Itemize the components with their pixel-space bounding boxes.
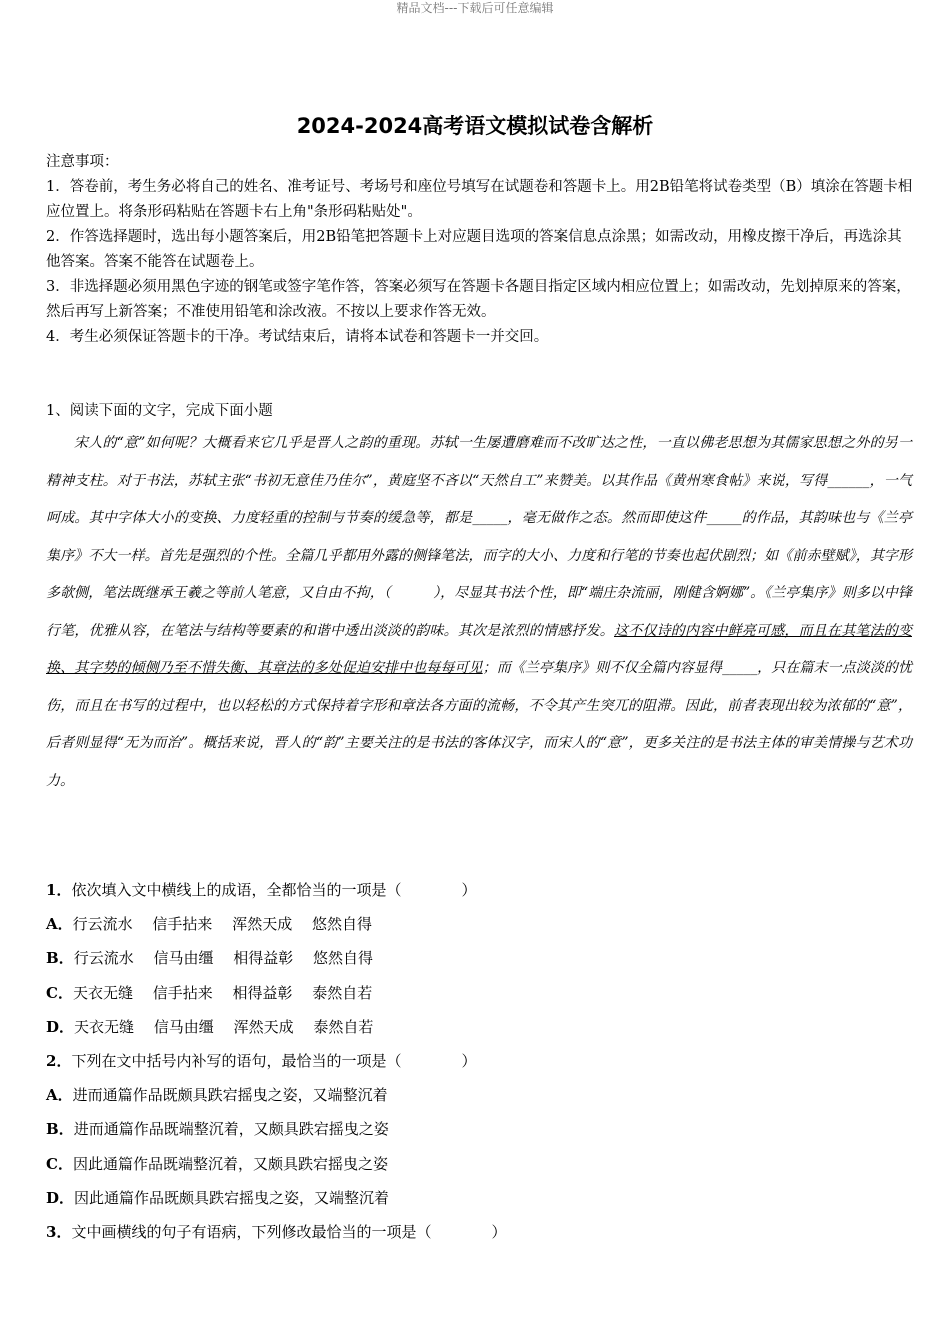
instruction-item: 2．作答选择题时，选出每小题答案后，用2B铅笔把答题卡上对应题目选项的答案信息点涂黑；如需改动，用橡皮擦干净后，再选涂其他答案。答案不能答在试题卷上。 bbox=[46, 229, 902, 270]
page-watermark: 精品文档---下载后可任意编辑 bbox=[396, 1, 554, 15]
option-row: C．天衣无缝 信手拈来 相得益彰 泰然自若 bbox=[46, 983, 373, 1002]
passage-text: ；而《兰亭集序》则不仅全篇内容显得_____，只在篇末一点淡淡的忧伤，而且在书写的过程中，也以轻松的方式保持着字形和章法各方面的流畅，不令其产生突兀的阻滞。因此，前者表现出较为浓郁的“意”，后者则显得“无为而治”。概括来说，晋人的“韵”主要关注的是书法的客体汉字，而宋人的“意”，更多关注的是书法主体的审美情操与艺术功力。 bbox=[46, 660, 912, 789]
option-row: C．因此通篇作品既端整沉着，又颇具跌宕摇曳之姿 bbox=[46, 1154, 388, 1173]
option-row: D．天衣无缝 信马由缰 浑然天成 泰然自若 bbox=[46, 1017, 374, 1036]
question-stem: 2．下列在文中括号内补写的语句，最恰当的一项是（ ） bbox=[46, 1052, 477, 1071]
question-list bbox=[46, 873, 916, 1249]
instruction-item: 3．非选择题必须用黑色字迹的钢笔或签字笔作答，答案必须写在答题卡各题目指定区域内相应位置上；如需改动，先划掉原来的答案，然后再写上新答案；不准使用铅笔和涂改液。不按以上要求作答无效。 bbox=[46, 279, 911, 320]
option-row: B．行云流水 信马由缰 相得益彰 悠然自得 bbox=[46, 949, 374, 968]
instruction-item: 1．答卷前，考生务必将自己的姓名、准考证号、考场号和座位号填写在试题卷和答题卡上。用2B铅笔将试卷类型（B）填涂在答题卡相应位置上。将条形码粘贴在答题卡右上角"条形码粘贴处"。 bbox=[46, 179, 913, 220]
option-row: A．行云流水 信手拈来 浑然天成 悠然自得 bbox=[46, 915, 372, 934]
instructions-heading: 注意事项： bbox=[46, 154, 119, 170]
passage-text: 宋人的“意”如何呢？大概看来它几乎是晋人之韵的重现。苏轼一生屡遭磨难而不改旷达之性，一直以佛老思想为其儒家思想之外的另一精神支柱。对于书法，苏轼主张“书初无意佳乃佳尔”，黄庭坚不吝以“天然自工”来赞美。以其作品《黄州寒食帖》来说，写得______，一气呵成。其中字体大小的变换、力度轻重的控制与节奏的缓急等，都是_____，毫无做作之态。然而即使这件_____的作品，其韵味也与《兰亭集序》不大一样。首先是强烈的个性。全篇几乎都用外露的侧锋笔法，而字的大小、力度和行笔的节奏也起伏剧烈；如《前赤壁赋》，其字形多欹侧，笔法既继承王羲之等前人笔意，又自由不拘，（ ），尽显其书法个性，即“端庄杂流丽，刚健含婀娜”。《兰亭集序》则多以中锋行笔，优雅从容，在笔法与结构等要素的和谐中透出淡淡的韵味。其次是浓烈的情感抒发。 bbox=[46, 435, 912, 639]
option-row: B．进而通篇作品既端整沉着，又颇具跌宕摇曳之姿 bbox=[46, 1120, 389, 1139]
instructions bbox=[46, 150, 916, 350]
underlined-sentence: 这不仅诗的内容中鲜亮可感，而且在其笔法的变换、其字势的倾侧乃至不惜失衡、其章法的多处促迫安排中也每每可见 bbox=[46, 622, 912, 676]
question-stem: 1．依次填入文中横线上的成语，全都恰当的一项是（ ） bbox=[46, 881, 477, 899]
question-stem: 3．文中画横线的句子有语病，下列修改最恰当的一项是（ ） bbox=[46, 1223, 507, 1242]
reading-passage bbox=[46, 425, 912, 800]
page-title: 2024-2024高考语文模拟试卷含解析 bbox=[296, 114, 654, 138]
passage-paragraph bbox=[46, 425, 912, 800]
option-row: D．因此通篇作品既颇具跌宕摇曳之姿，又端整沉着 bbox=[46, 1188, 390, 1207]
option-row: A．进而通篇作品既颇具跌宕摇曳之姿，又端整沉着 bbox=[46, 1086, 388, 1105]
instruction-item: 4．考生必须保证答题卡的干净。考试结束后，请将本试卷和答题卡一并交回。 bbox=[46, 329, 549, 345]
section-heading: 1、阅读下面的文字，完成下面小题 bbox=[46, 403, 273, 419]
